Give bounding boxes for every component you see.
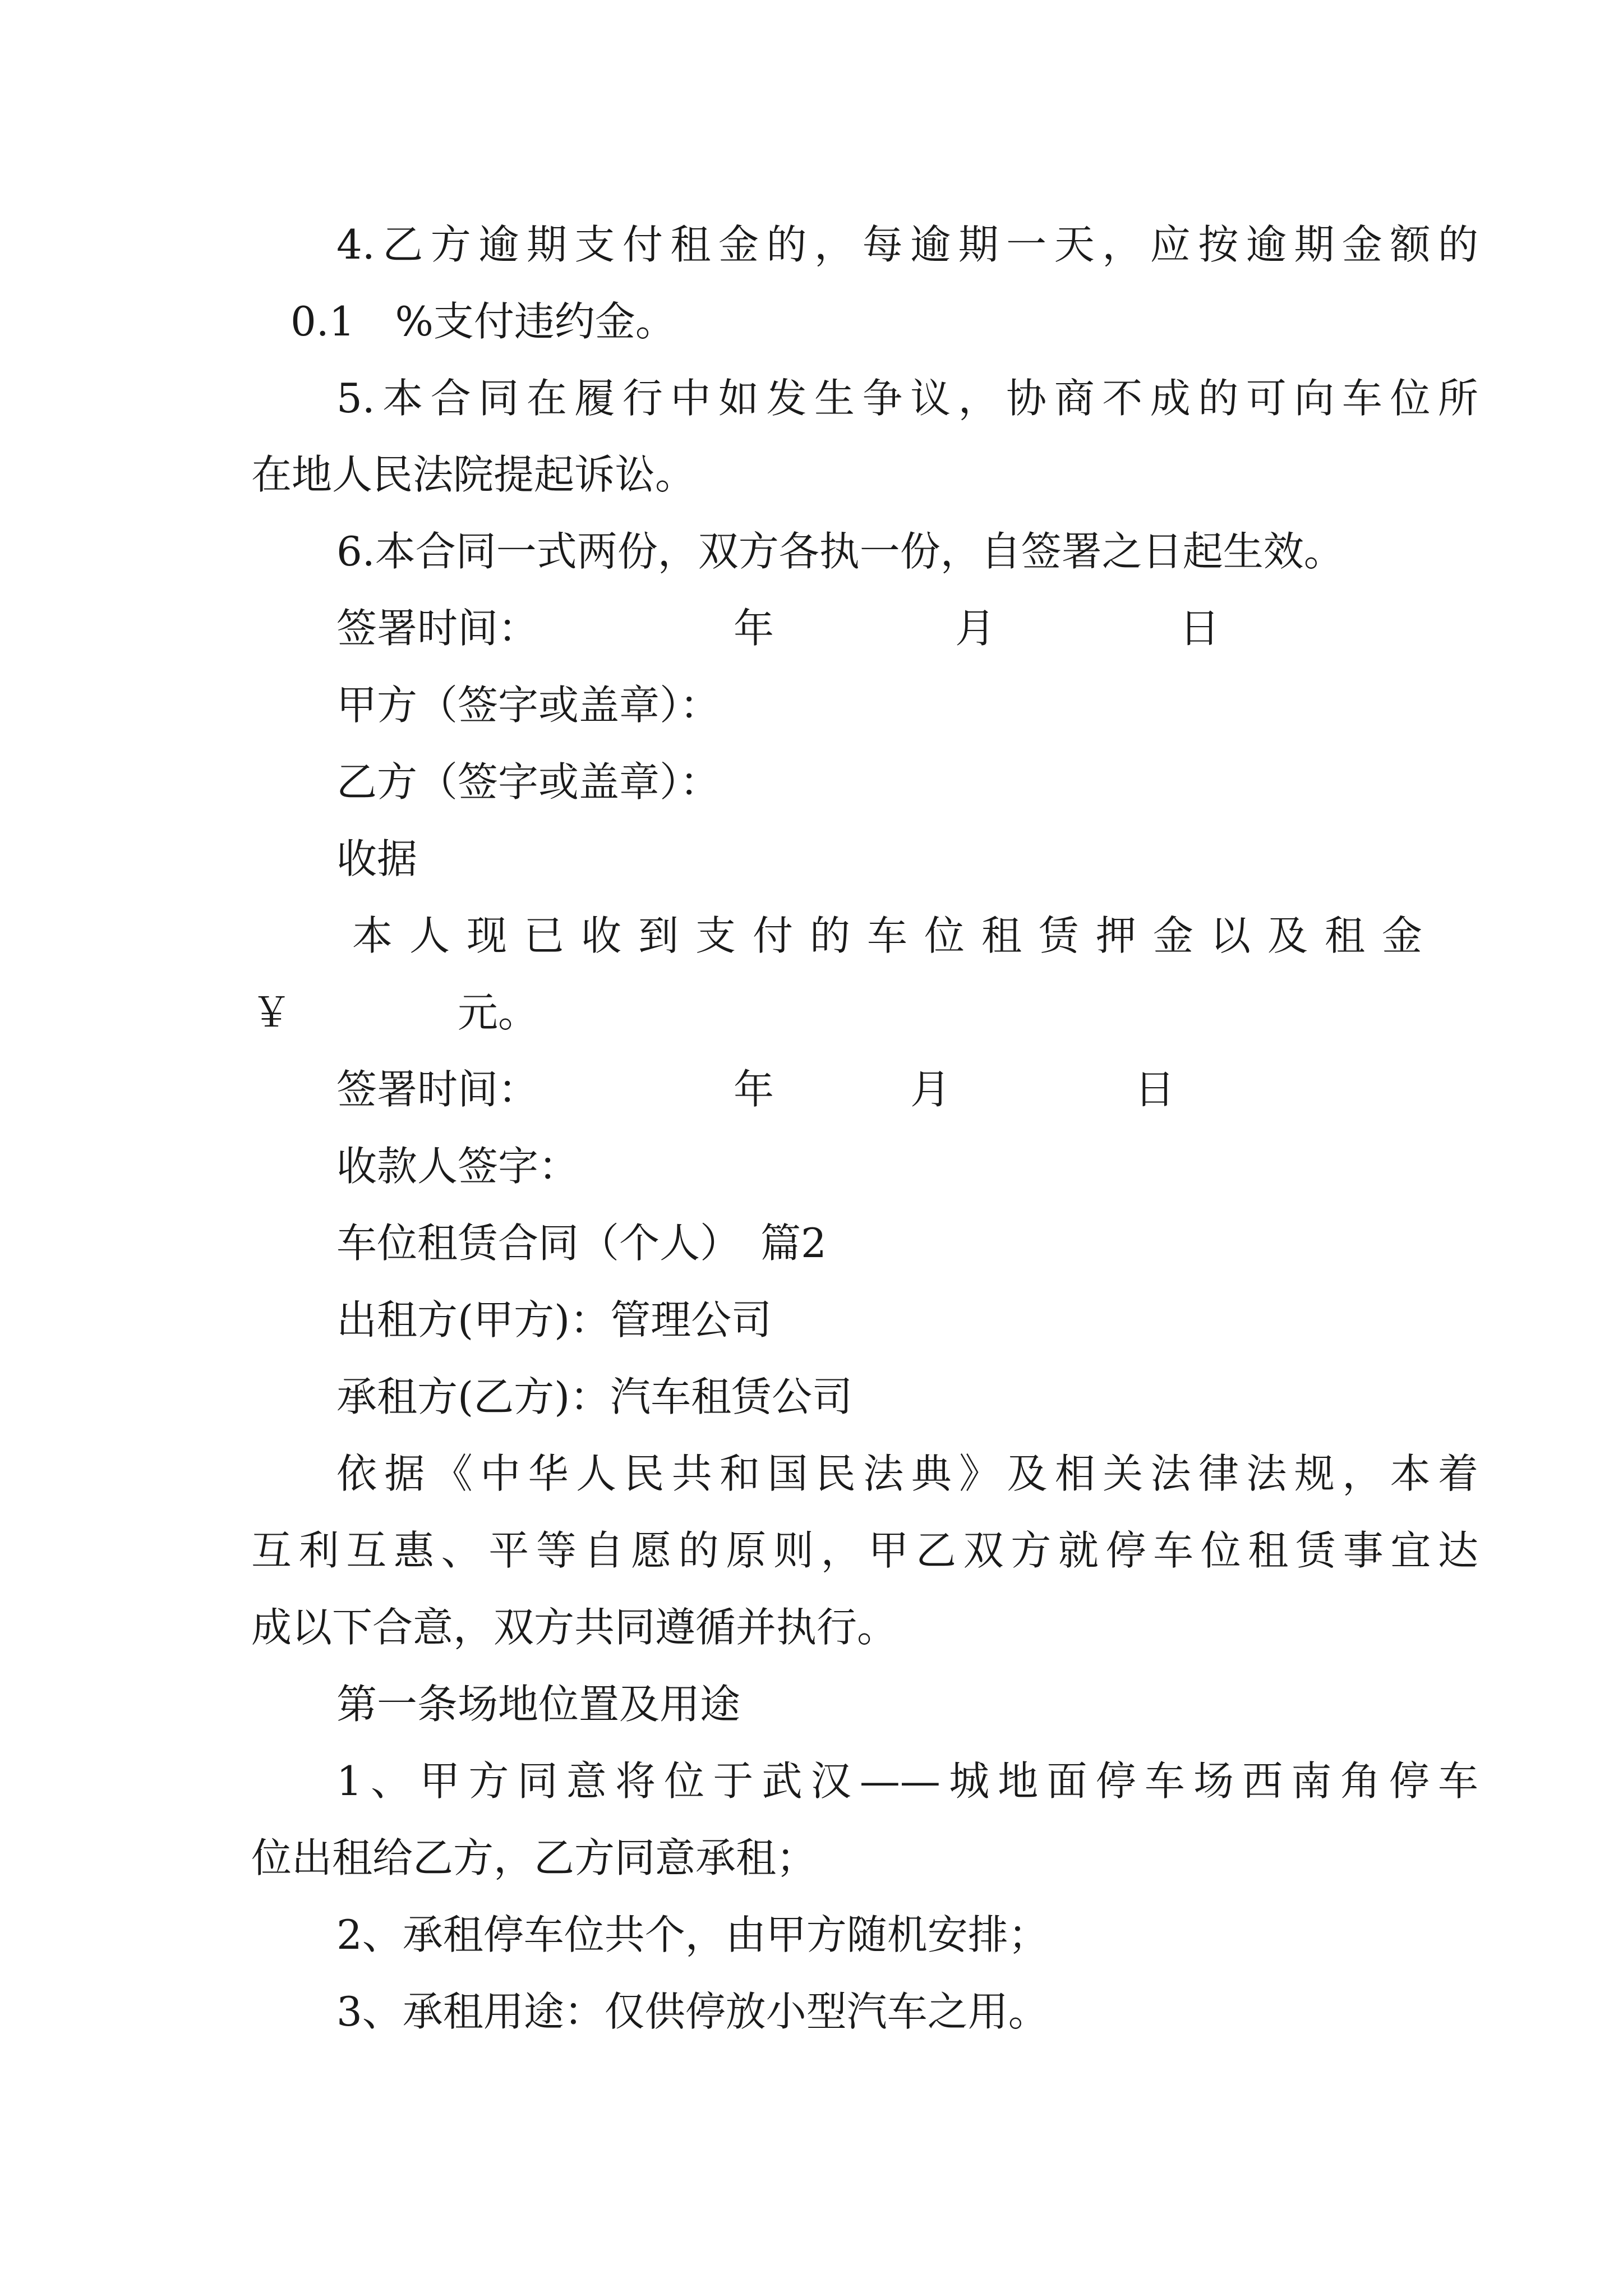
day-label: 日: [1135, 1066, 1175, 1113]
yuan-symbol: ￥: [251, 989, 292, 1036]
signing-date-label: 签署时间：: [336, 1066, 539, 1113]
lessee-line: 承租方(乙方)：汽车租赁公司: [336, 1373, 853, 1420]
article-1-item-1-line-1: 1、甲方同意将位于武汉——城地面停车场西南角停车: [336, 1757, 1478, 1805]
receipt-amount-row: [251, 987, 868, 1038]
preamble-line-2: 互利互惠、平等自愿的原则，甲乙双方就停车位租赁事宜达: [251, 1527, 1478, 1574]
signing-date-label: 签署时间：: [336, 605, 539, 652]
receipt-heading: 收据: [336, 835, 418, 882]
article-1-item-1-line-2: 位出租给乙方，乙方同意承租；: [251, 1834, 817, 1881]
preamble-line-1: 依据《中华人民共和国民法典》及相关法律法规，本着: [336, 1450, 1478, 1497]
year-label: 年: [734, 1066, 774, 1113]
signing-date-row-1: [336, 603, 1290, 654]
party-a-signature-line: 甲方（签字或盖章）：: [336, 682, 721, 729]
payee-signature-line: 收款人签字：: [336, 1143, 579, 1190]
paragraph-5-line-2: 在地人民法院提起诉讼。: [251, 451, 696, 498]
article-1-item-2: 2、承租停车位共个，由甲方随机安排；: [336, 1911, 1049, 1958]
yuan-text: 元。: [458, 989, 539, 1036]
article-1-heading: 第一条场地位置及用途: [336, 1681, 741, 1728]
month-label: 月: [910, 1066, 951, 1113]
paragraph-4-line-2: 0.1 %支付违约金。: [291, 298, 676, 345]
paragraph-4-line-1: 4.乙方逾期支付租金的，每逾期一天，应按逾期金额的: [336, 221, 1478, 268]
day-label: 日: [1179, 605, 1220, 652]
preamble-line-3: 成以下合意，双方共同遵循并执行。: [251, 1604, 898, 1651]
signing-date-row-2: [336, 1064, 1290, 1115]
article-1-item-3: 3、承租用途：仅供停放小型汽车之用。: [336, 1988, 1049, 2035]
lessor-line: 出租方(甲方)：管理公司: [336, 1296, 772, 1343]
year-label: 年: [734, 605, 774, 652]
paragraph-6: 6.本合同一式两份，双方各执一份，自签署之日起生效。: [336, 528, 1344, 575]
month-label: 月: [955, 605, 996, 652]
contract-2-title: 车位租赁合同（个人） 篇2: [336, 1220, 827, 1267]
party-b-signature-line: 乙方（签字或盖章）：: [336, 758, 721, 806]
paragraph-5-line-1: 5.本合同在履行中如发生争议，协商不成的可向车位所: [336, 375, 1478, 422]
receipt-text-line-1: 本人现已收到支付的车位租赁押金以及租金: [352, 912, 1440, 959]
